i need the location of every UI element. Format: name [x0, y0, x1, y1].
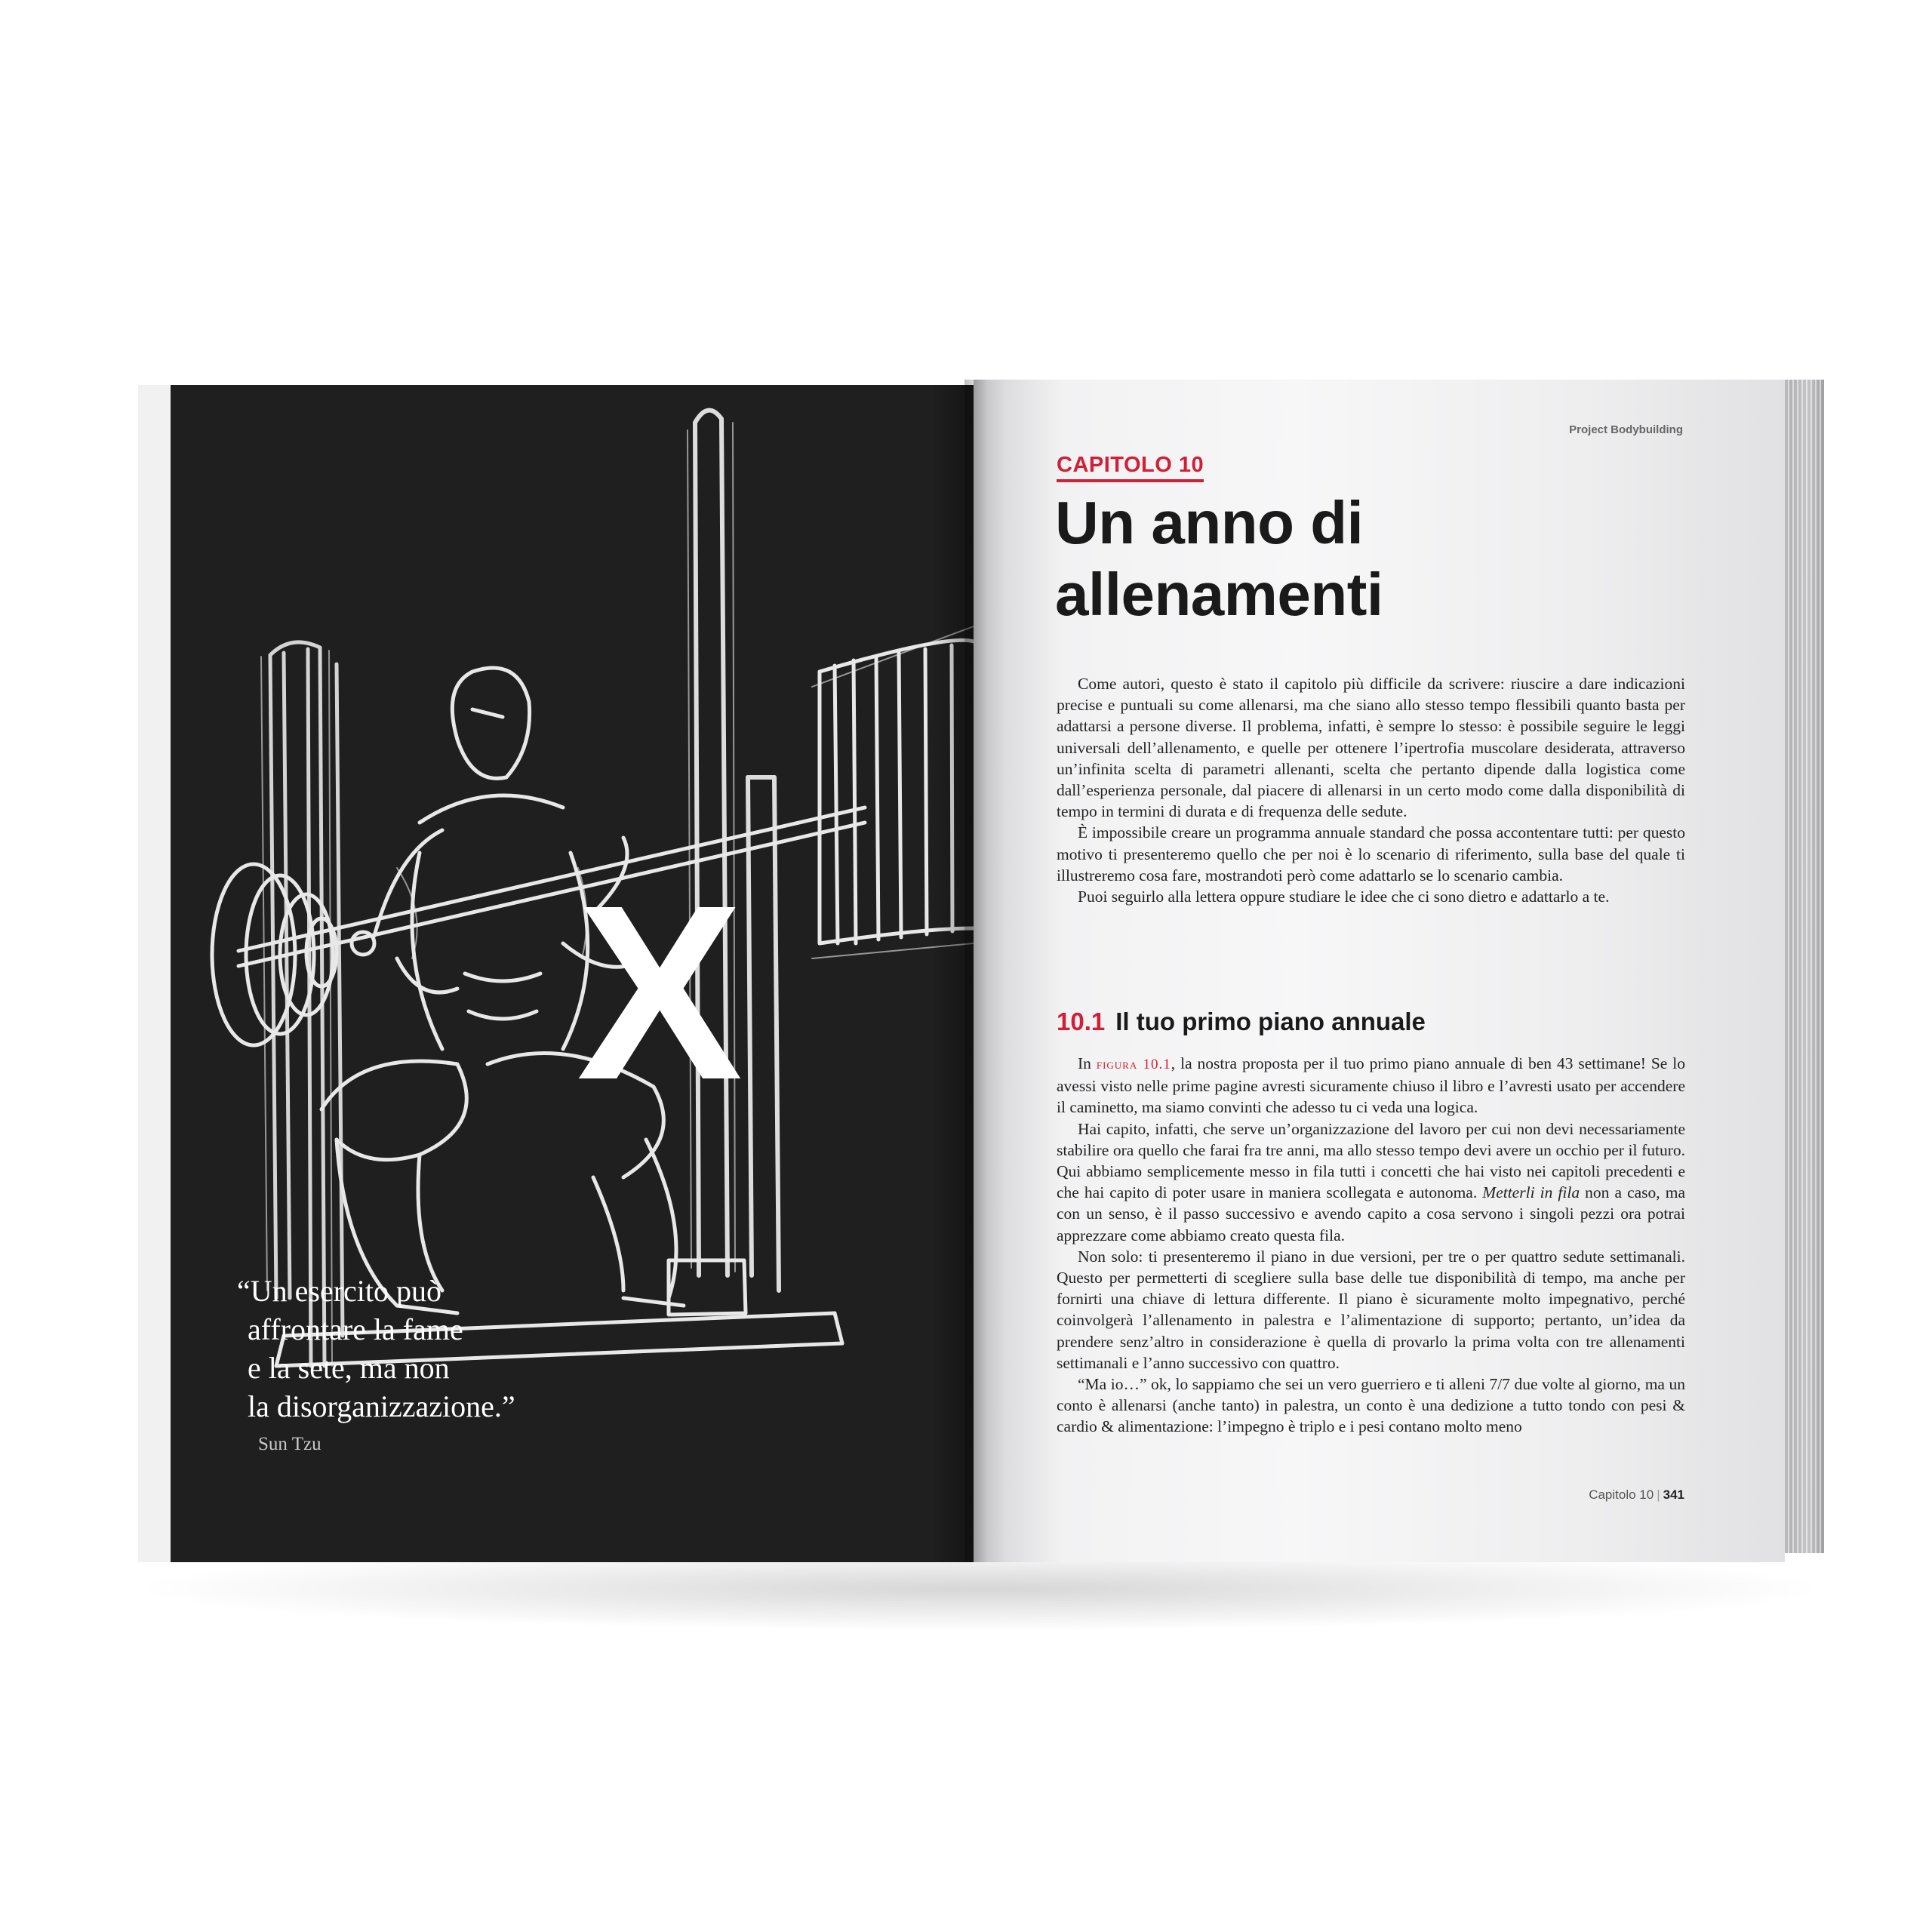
epigraph-quote [237, 1272, 670, 1426]
paragraph: Come autori, questo è stato il capitolo più difficile da scrivere: riuscire a dare indicazioni precise e puntuali su come allenarsi, ma che siano allo stesso tempo flessibili quanto basta per adattarsi a persone diverse. Il problema, infatti, è sempre lo stesso: è possibile seguire le leggi universali dell’allenamento, e quelle per ottenere l’ipertrofia muscolare desiderata, attraverso un’infinita scelta di parametri allenanti, scelta che pertanto dipende dalla logistica come dall’esperienza personale, dal piacere di allenarsi in un certo modo come dalla disponibilità di tempo in termini di durata e di frequenza delle sedute. [1057, 675, 1685, 821]
section-text [1057, 1053, 1685, 1438]
chapter-title-line: Un anno di [1055, 489, 1364, 556]
paragraph [1057, 1118, 1685, 1246]
italic-run: Metterli in fila [1482, 1183, 1580, 1202]
quote-line: affrontare la fame [248, 1312, 463, 1346]
footer-separator: | [1657, 1487, 1660, 1502]
paragraph: È impossibile creare un programma annuale standard che possa accontentare tutti: per questo motivo ti presenteremo quello che per noi è lo scenario di riferimento, sulla base del quale ti illustreremo cosa fare, mostrandoti però come adattarlo se lo scenario cambia. [1057, 823, 1685, 884]
chapter-title-line: allenamenti [1055, 561, 1383, 628]
figure-reference: figura 10.1 [1096, 1057, 1171, 1072]
left-page-illustration-area [171, 385, 974, 1562]
chapter-title [1055, 487, 1697, 630]
text-run: , la nostra proposta per il tuo primo piano annuale di ben 43 settimane! Se lo avessi visto nelle prime pagine avresti sicuramente chiuso il libro e l’avresti usato per accendere il caminetto, ma siamo convinti che adesso tu ci veda una logica. [1057, 1054, 1685, 1117]
quote-line: e la sete, ma non [248, 1351, 450, 1385]
section-number: 10.1 [1057, 1008, 1106, 1035]
gutter-shadow [964, 380, 987, 1562]
section-title: Il tuo primo piano annuale [1115, 1008, 1426, 1035]
quote-author: Sun Tzu [258, 1434, 321, 1454]
chapter-label: CAPITOLO 10 [1057, 453, 1204, 482]
paragraph: Non solo: ti presenteremo il piano in due versioni, per tre o per quattro sedute settimanali. Questo per permetterti di scegliere sulla base delle tue disponibilità di tempo, ma anche per fornirti una chiave di lettura differente. Il piano è sicuramente molto impegnativo, perché coinvolgerà l’allenamento in palestra e l’alimentazione di supporto; pertanto, un’idea da prendere senz’altro in considerazione è quella di provarlo la prima volta con tre allenamenti settimanali e l’anno successivo con quattro. [1057, 1247, 1685, 1372]
text-run: Hai capito, infatti, che serve un’organizzazione del lavoro per cui non devi necessariamente stabilire ora quello che farai fra tre anni, ma allo stesso tempo devi avere un occhio per il futuro. Qui abbiamo semplicemente messo in fila tutti i concetti che hai visto nei capitoli precedenti e che hai capito di poter usare in maniera scollegata e autonoma. [1057, 1119, 1685, 1202]
paragraph: “Ma io…” ok, lo sappiamo che sei un vero guerriero e ti alleni 7/7 due volte al giorno, ma un conto è allenarsi (anche tanto) in palestra, un conto è una dedizione a tutto tondo con pesi & cardio & alimentazione: l’impegno è triplo e i pesi contano molto meno [1057, 1375, 1685, 1436]
text-run: In [1078, 1054, 1097, 1072]
chapter-big-letter: X [576, 853, 743, 1131]
footer-chapter: Capitolo 10 [1589, 1487, 1654, 1502]
paragraph: Puoi seguirlo alla lettera oppure studiare le idee che ci sono dietro e adattarlo a te. [1078, 888, 1610, 906]
page-footer [1472, 1487, 1684, 1503]
section-heading [1057, 1008, 1426, 1036]
quote-line: “Un esercito può [237, 1274, 442, 1308]
page-number: 341 [1663, 1487, 1684, 1502]
text-run: non a caso, ma con un senso, è il passo successivo e avendo capito a cosa servono i singoli pezzi ora potrai apprezzare come abbiamo creato questa fila. [1057, 1183, 1685, 1244]
intro-text [1057, 673, 1685, 907]
paragraph [1057, 1053, 1685, 1118]
running-head: Project Bodybuilding [1569, 423, 1683, 436]
quote-line: la disorganizzazione.” [248, 1389, 515, 1423]
